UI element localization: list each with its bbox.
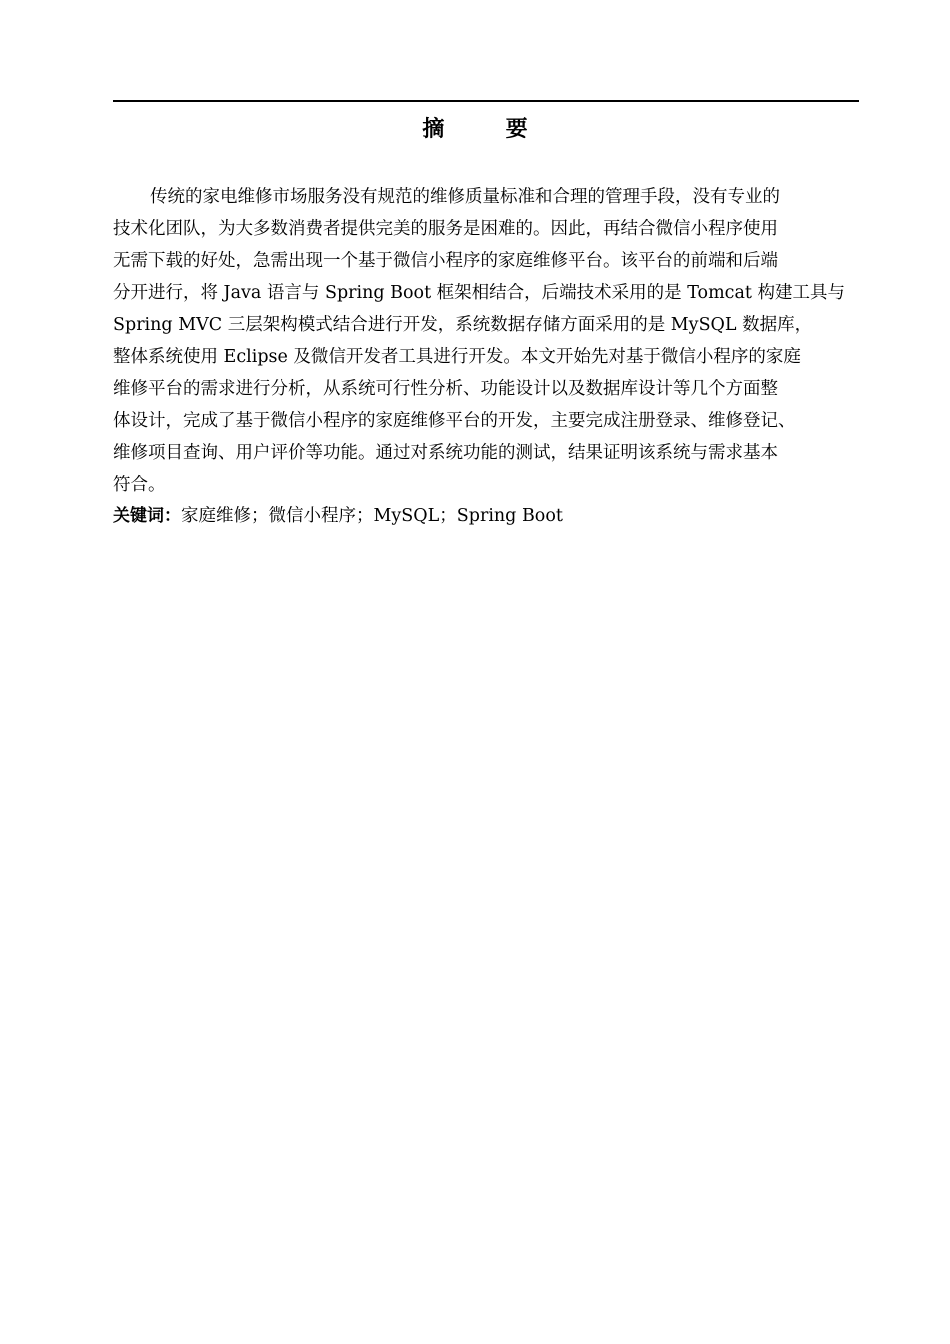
- keywords-label: 关键词：: [113, 506, 181, 526]
- abstract-title: 摘 要: [422, 117, 528, 142]
- abstract-body: [113, 181, 873, 501]
- abstract-line: Spring MVC 三层架构模式结合进行开发，系统数据存储方面采用的是 MySQL 数据库，: [113, 315, 813, 335]
- abstract-line: 体设计，完成了基于微信小程序的家庭维修平台的开发，主要完成注册登录、维修登记、: [113, 411, 796, 431]
- abstract-line: 技术化团队，为大多数消费者提供完美的服务是困难的。因此，再结合微信小程序使用: [113, 219, 778, 239]
- abstract-line: 分开进行，将 Java 语言与 Spring Boot 框架相结合，后端技术采用的是 Tomcat 构建工具与: [113, 283, 846, 303]
- abstract-line: 符合。: [113, 475, 166, 495]
- keywords-line: [113, 500, 859, 532]
- abstract-line: 传统的家电维修市场服务没有规范的维修质量标准和合理的管理手段，没有专业的: [150, 187, 780, 207]
- abstract-line: 整体系统使用 Eclipse 及微信开发者工具进行开发。本文开始先对基于微信小程序的家庭: [113, 347, 801, 367]
- abstract-line: 无需下载的好处，急需出现一个基于微信小程序的家庭维修平台。该平台的前端和后端: [113, 251, 778, 271]
- abstract-line: 维修项目查询、用户评价等功能。通过对系统功能的测试，结果证明该系统与需求基本: [113, 443, 778, 463]
- header-rule: [113, 100, 859, 102]
- abstract-line: 维修平台的需求进行分析，从系统可行性分析、功能设计以及数据库设计等几个方面整: [113, 379, 778, 399]
- keywords-text: 家庭维修；微信小程序；MySQL；Spring Boot: [181, 506, 563, 526]
